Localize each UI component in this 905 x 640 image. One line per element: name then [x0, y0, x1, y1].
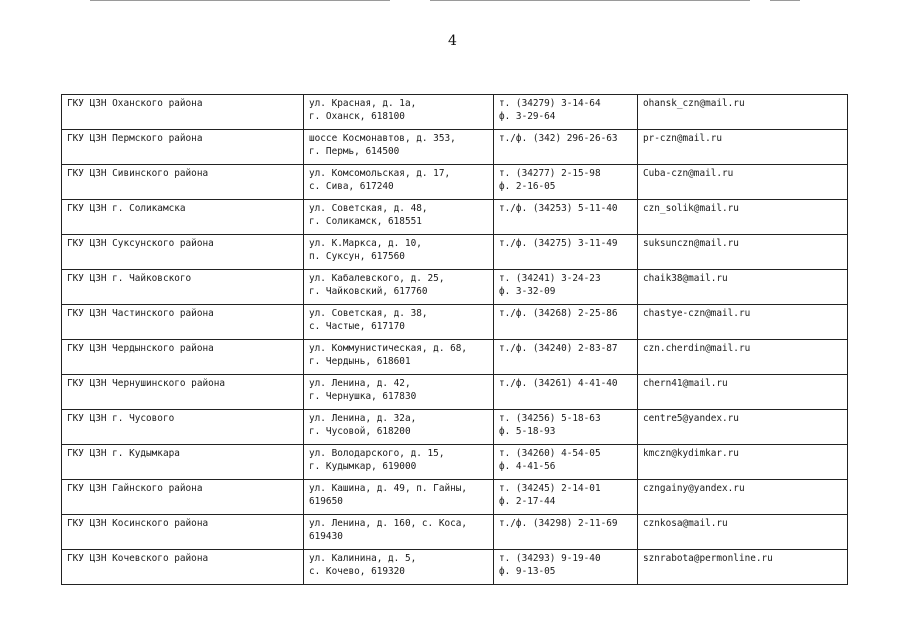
email-cell: centre5@yandex.ru: [638, 410, 848, 445]
email-cell: chern41@mail.ru: [638, 375, 848, 410]
address-line: г. Оханск, 618100: [309, 111, 405, 122]
phone-line: т. (34277) 2-15-98: [499, 168, 601, 179]
email-cell: czngainy@yandex.ru: [638, 480, 848, 515]
center-name-cell: ГКУ ЦЗН Суксунского района: [62, 235, 304, 270]
email-cell: czn_solik@mail.ru: [638, 200, 848, 235]
phone-line: ф. 3-32-09: [499, 286, 556, 297]
center-name-cell: ГКУ ЦЗН Чернушинского района: [62, 375, 304, 410]
phone-cell: [494, 130, 638, 165]
table-row: [62, 270, 848, 305]
table-row: [62, 200, 848, 235]
phone-line: т./ф. (34253) 5-11-40: [499, 203, 618, 214]
email-cell: chastye-czn@mail.ru: [638, 305, 848, 340]
phone-line: ф. 4-41-56: [499, 461, 556, 472]
table-row: [62, 340, 848, 375]
address-cell: [304, 270, 494, 305]
table-row: [62, 130, 848, 165]
phone-line: ф. 9-13-05: [499, 566, 556, 577]
table-row: [62, 410, 848, 445]
address-line: 619650: [309, 496, 343, 507]
address-cell: [304, 130, 494, 165]
phone-cell: [494, 305, 638, 340]
address-line: ул. Володарского, д. 15,: [309, 448, 445, 459]
table-row: [62, 95, 848, 130]
table-row: [62, 515, 848, 550]
address-cell: [304, 445, 494, 480]
phone-line: т. (34260) 4-54-05: [499, 448, 601, 459]
address-line: г. Пермь, 614500: [309, 146, 400, 157]
address-line: ул. Кашина, д. 49, п. Гайны,: [309, 483, 468, 494]
address-line: 619430: [309, 531, 343, 542]
address-line: п. Суксун, 617560: [309, 251, 405, 262]
address-line: ул. Комсомольская, д. 17,: [309, 168, 451, 179]
phone-line: ф. 2-17-44: [499, 496, 556, 507]
phone-line: т. (34245) 2-14-01: [499, 483, 601, 494]
phone-line: т. (34293) 9-19-40: [499, 553, 601, 564]
address-line: ул. Советская, д. 48,: [309, 203, 428, 214]
email-cell: czn.cherdin@mail.ru: [638, 340, 848, 375]
address-cell: [304, 200, 494, 235]
center-name-cell: ГКУ ЦЗН Чердынского района: [62, 340, 304, 375]
address-line: ул. Ленина, д. 160, с. Коса,: [309, 518, 468, 529]
address-line: ул. Кабалевского, д. 25,: [309, 273, 445, 284]
phone-cell: [494, 375, 638, 410]
table-row: [62, 235, 848, 270]
email-cell: kmczn@kydimkar.ru: [638, 445, 848, 480]
phone-cell: [494, 200, 638, 235]
phone-line: т. (34241) 3-24-23: [499, 273, 601, 284]
address-line: ул. Коммунистическая, д. 68,: [309, 343, 468, 354]
address-line: г. Кудымкар, 619000: [309, 461, 417, 472]
address-line: г. Чернушка, 617830: [309, 391, 417, 402]
address-cell: [304, 95, 494, 130]
employment-centers-table: [61, 94, 848, 585]
phone-cell: [494, 235, 638, 270]
address-cell: [304, 340, 494, 375]
table-row: [62, 305, 848, 340]
address-cell: [304, 515, 494, 550]
phone-cell: [494, 480, 638, 515]
center-name-cell: ГКУ ЦЗН Сивинского района: [62, 165, 304, 200]
table-row: [62, 445, 848, 480]
address-line: с. Сива, 617240: [309, 181, 394, 192]
phone-line: т. (34279) 3-14-64: [499, 98, 601, 109]
center-name-cell: ГКУ ЦЗН Косинского района: [62, 515, 304, 550]
phone-line: т./ф. (34298) 2-11-69: [499, 518, 618, 529]
address-cell: [304, 480, 494, 515]
center-name-cell: ГКУ ЦЗН г. Чайковского: [62, 270, 304, 305]
address-cell: [304, 375, 494, 410]
center-name-cell: ГКУ ЦЗН г. Кудымкара: [62, 445, 304, 480]
phone-cell: [494, 95, 638, 130]
address-line: г. Чердынь, 618601: [309, 356, 411, 367]
phone-line: ф. 3-29-64: [499, 111, 556, 122]
email-cell: chaik38@mail.ru: [638, 270, 848, 305]
phone-cell: [494, 515, 638, 550]
scan-artifact-line: [770, 0, 800, 1]
address-cell: [304, 165, 494, 200]
phone-cell: [494, 550, 638, 585]
table-row: [62, 165, 848, 200]
address-line: с. Частые, 617170: [309, 321, 405, 332]
email-cell: cznkosa@mail.ru: [638, 515, 848, 550]
phone-cell: [494, 165, 638, 200]
center-name-cell: ГКУ ЦЗН г. Соликамска: [62, 200, 304, 235]
scan-artifact-line: [430, 0, 750, 1]
phone-line: т./ф. (34275) 3-11-49: [499, 238, 618, 249]
phone-line: т./ф. (342) 296-26-63: [499, 133, 618, 144]
phone-line: ф. 5-18-93: [499, 426, 556, 437]
address-line: г. Чусовой, 618200: [309, 426, 411, 437]
address-line: с. Кочево, 619320: [309, 566, 405, 577]
address-cell: [304, 550, 494, 585]
phone-line: т./ф. (34268) 2-25-86: [499, 308, 618, 319]
scan-artifact-line: [90, 0, 390, 1]
email-cell: pr-czn@mail.ru: [638, 130, 848, 165]
table-row: [62, 480, 848, 515]
address-line: ул. К.Маркса, д. 10,: [309, 238, 422, 249]
center-name-cell: ГКУ ЦЗН Частинского района: [62, 305, 304, 340]
center-name-cell: ГКУ ЦЗН Кочевского района: [62, 550, 304, 585]
email-cell: Cuba-czn@mail.ru: [638, 165, 848, 200]
table-body: [62, 95, 848, 585]
phone-cell: [494, 340, 638, 375]
address-line: ул. Калинина, д. 5,: [309, 553, 417, 564]
center-name-cell: ГКУ ЦЗН Пермского района: [62, 130, 304, 165]
address-line: ул. Ленина, д. 42,: [309, 378, 411, 389]
address-line: ул. Советская, д. 38,: [309, 308, 428, 319]
address-line: ул. Ленина, д. 32а,: [309, 413, 417, 424]
phone-line: т./ф. (34261) 4-41-40: [499, 378, 618, 389]
phone-line: т./ф. (34240) 2-83-87: [499, 343, 618, 354]
phone-line: т. (34256) 5-18-63: [499, 413, 601, 424]
address-cell: [304, 235, 494, 270]
address-cell: [304, 410, 494, 445]
phone-line: ф. 2-16-05: [499, 181, 556, 192]
email-cell: sznrabota@permonline.ru: [638, 550, 848, 585]
email-cell: ohansk_czn@mail.ru: [638, 95, 848, 130]
address-line: г. Соликамск, 618551: [309, 216, 422, 227]
phone-cell: [494, 445, 638, 480]
phone-cell: [494, 410, 638, 445]
page-number: 4: [448, 33, 457, 49]
center-name-cell: ГКУ ЦЗН Оханского района: [62, 95, 304, 130]
address-cell: [304, 305, 494, 340]
table-row: [62, 550, 848, 585]
table-row: [62, 375, 848, 410]
address-line: г. Чайковский, 617760: [309, 286, 428, 297]
center-name-cell: ГКУ ЦЗН Гайнского района: [62, 480, 304, 515]
center-name-cell: ГКУ ЦЗН г. Чусового: [62, 410, 304, 445]
email-cell: suksunczn@mail.ru: [638, 235, 848, 270]
address-line: ул. Красная, д. 1а,: [309, 98, 417, 109]
address-line: шоссе Космонавтов, д. 353,: [309, 133, 456, 144]
phone-cell: [494, 270, 638, 305]
